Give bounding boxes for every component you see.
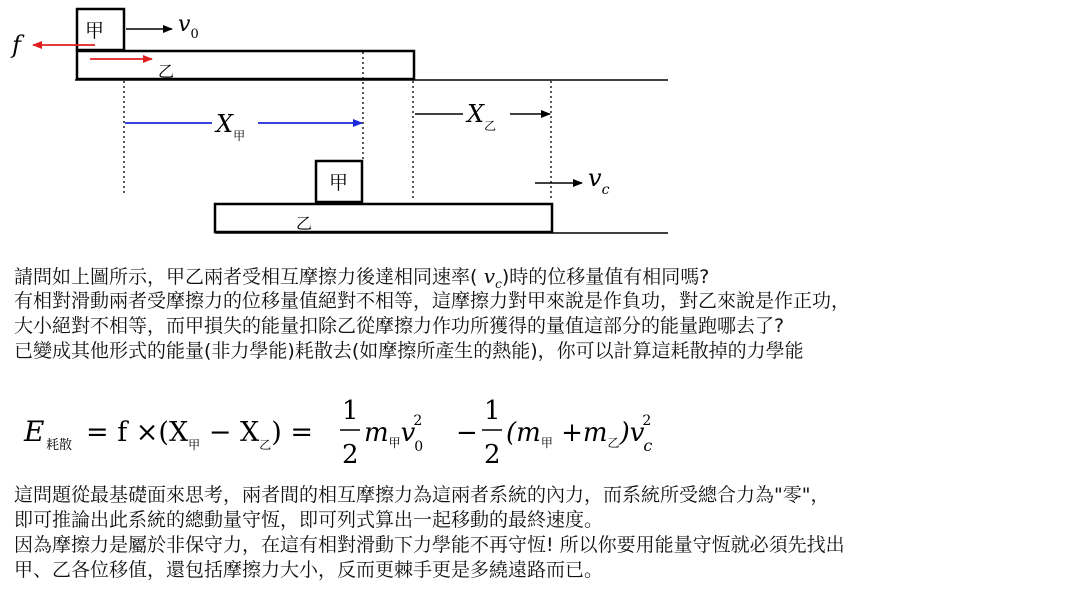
paragraph2-line1: 這問題從最基礎面來思考，兩者間的相互摩擦力為這兩者系統的內力，而系統所受總合力為"零"， [14, 484, 830, 506]
x-jia-label: $X_甲$ [216, 110, 246, 143]
formula-frac2-denominator: 2 [484, 440, 501, 470]
formula-minus: − [456, 418, 478, 448]
paragraph2-line2: 即可推論出此系統的總動量守恆，即可列式算出一起移動的最終速度。 [14, 509, 604, 531]
vc-label: $v_c$ [588, 164, 610, 198]
formula-frac1-numerator: 1 [342, 396, 359, 426]
formula-part1: = $f \times(X_甲 - X_乙)$ = [86, 417, 313, 452]
physics-diagram [0, 0, 700, 250]
paragraph1-line3: 大小絕對不相等，而甲損失的能量扣除乙從摩擦力作功所獲得的量值這部分的能量跑哪去了? [14, 315, 785, 337]
x-yi-label: $X_乙$ [467, 100, 497, 133]
board-yi-final [215, 204, 552, 232]
formula-E-subscript: 耗散 [46, 438, 73, 453]
board-yi-initial [77, 51, 414, 79]
inline-vc: $v_c$ [483, 264, 502, 291]
friction-label: f [12, 31, 21, 59]
block-jia-initial-label: 甲 [85, 20, 105, 42]
formula-frac1-denominator: 2 [342, 440, 359, 470]
board-yi-initial-label: 乙 [158, 62, 175, 81]
board-yi-final-label: 乙 [296, 214, 313, 233]
formula-frac2-numerator: 1 [484, 396, 501, 426]
paragraph2-line3: 因為摩擦力是屬於非保守力，在這有相對滑動下力學能不再守恆! 所以你要用能量守恆就必須先找出 [14, 534, 845, 556]
formula-kinetic-final: $(m_甲 +m_乙)v2$ c [506, 413, 653, 455]
block-jia-final-label: 甲 [329, 172, 349, 194]
paragraph1-line2: 有相對滑動兩者受摩擦力的位移量值絕對不相等，這摩擦力對甲來說是作負功，對乙來說是作正功， [14, 290, 851, 312]
dissipated-energy-formula [22, 393, 662, 473]
formula-kinetic-initial: $m_甲v2$ 0 [364, 413, 424, 455]
v0-label: $v_0$ [178, 12, 199, 42]
paragraph2-line4: 甲、乙各位移值，還包括摩擦力大小，反而更棘手更是多繞遠路而已。 [14, 559, 604, 581]
paragraph1-line1: 請問如上圖所示，甲乙兩者受相互摩擦力後達相同速率( $v_c$)時的位移量值有相同嗎? [14, 264, 710, 291]
question-paragraph [14, 264, 850, 364]
paragraph1-line4: 已變成其他形式的能量(非力學能)耗散去(如摩擦所產生的熱能)，你可以計算這耗散掉的力學能 [14, 340, 804, 362]
explanation-paragraph [14, 483, 845, 583]
formula-E: E [24, 415, 45, 448]
